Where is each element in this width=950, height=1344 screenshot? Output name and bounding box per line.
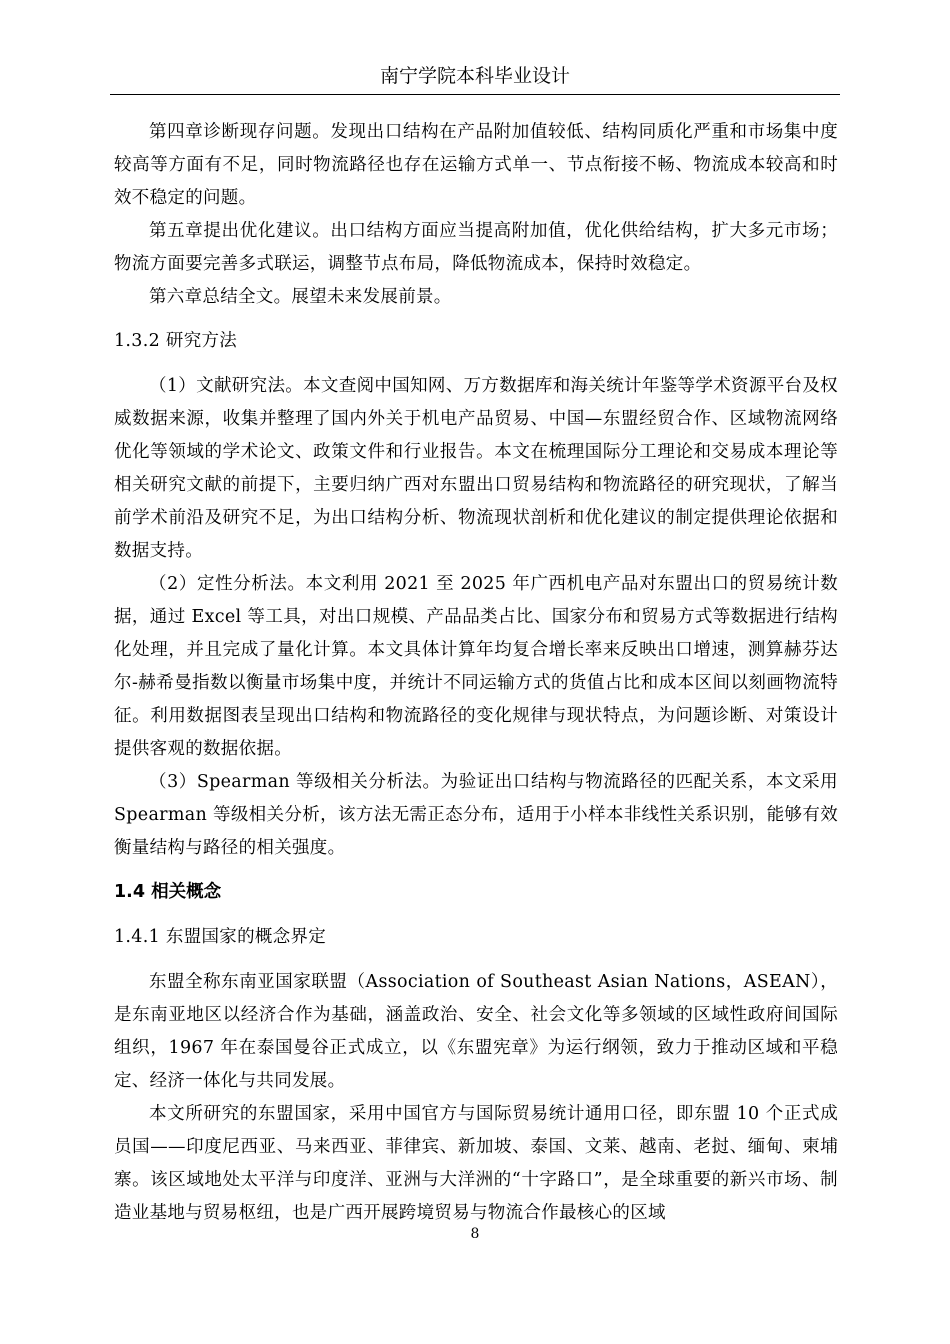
paragraph: （3）Spearman 等级相关分析法。为验证出口结构与物流路径的匹配关系，本文采用 Spearman 等级相关分析，该方法无需正态分布，适用于小样本非线性关系识别，能够有效衡量结构与路径的相关强度。 — [114, 772, 838, 858]
section-heading-1-4: 1.4 相关概念 — [114, 882, 222, 902]
subsection-heading-1-4-1: 1.4.1 东盟国家的概念界定 — [114, 927, 327, 947]
paragraph: 第五章提出优化建议。出口结构方面应当提高附加值，优化供给结构，扩大多元市场；物流方面要完善多式联运，调整节点布局，降低物流成本，保持时效稳定。 — [114, 221, 838, 274]
page-body — [114, 116, 838, 1230]
paragraph: （2）定性分析法。本文利用 2021 至 2025 年广西机电产品对东盟出口的贸易统计数据，通过 Excel 等工具，对出口规模、产品品类占比、国家分布和贸易方式等数据进行结构化处理，并且完成了量化计算。本文具体计算年均复合增长率来反映出口增速，测算赫芬达尔-赫希曼指数以衡量市场集中度，并统计不同运输方式的货值占比和成本区间以刻画物流特征。利用数据图表呈现出口结构和物流路径的变化规律与现状特点，为问题诊断、对策设计提供客观的数据依据。 — [114, 574, 838, 759]
page-header-title: 南宁学院本科毕业设计 — [379, 65, 570, 87]
page-number: 8 — [470, 1226, 480, 1242]
paragraph: 本文所研究的东盟国家，采用中国官方与国际贸易统计通用口径，即东盟 10 个正式成员国——印度尼西亚、马来西亚、菲律宾、新加坡、泰国、文莱、越南、老挝、缅甸、柬埔寨。该区域地处太平洋与印度洋、亚洲与大洋洲的“十字路口”，是全球重要的新兴市场、制造业基地与贸易枢纽，也是广西开展跨境贸易与物流合作最核心的区域 — [114, 1104, 838, 1223]
subsection-heading-1-3-2: 1.3.2 研究方法 — [114, 331, 238, 351]
paragraph: 第六章总结全文。展望未来发展前景。 — [149, 287, 452, 307]
paragraph: 东盟全称东南亚国家联盟（Association of Southeast Asian Nations，ASEAN），是东南亚地区以经济合作为基础，涵盖政治、安全、社会文化等多领域的区域性政府间国际组织，1967 年在泰国曼谷正式成立，以《东盟宪章》为运行纲领，致力于推动区域和平稳定、经济一体化与共同发展。 — [114, 972, 838, 1091]
paragraph: 第四章诊断现存问题。发现出口结构在产品附加值较低、结构同质化严重和市场集中度较高等方面有不足，同时物流路径也存在运输方式单一、节点衔接不畅、物流成本较高和时效不稳定的问题。 — [114, 122, 838, 208]
header-divider — [110, 94, 840, 95]
paragraph: （1）文献研究法。本文查阅中国知网、万方数据库和海关统计年鉴等学术资源平台及权威数据来源，收集并整理了国内外关于机电产品贸易、中国—东盟经贸合作、区域物流网络优化等领域的学术论文、政策文件和行业报告。本文在梳理国际分工理论和交易成本理论等相关研究文献的前提下，主要归纳广西对东盟出口贸易结构和物流路径的研究现状，了解当前学术前沿及研究不足，为出口结构分析、物流现状剖析和优化建议的制定提供理论依据和数据支持。 — [114, 376, 838, 561]
